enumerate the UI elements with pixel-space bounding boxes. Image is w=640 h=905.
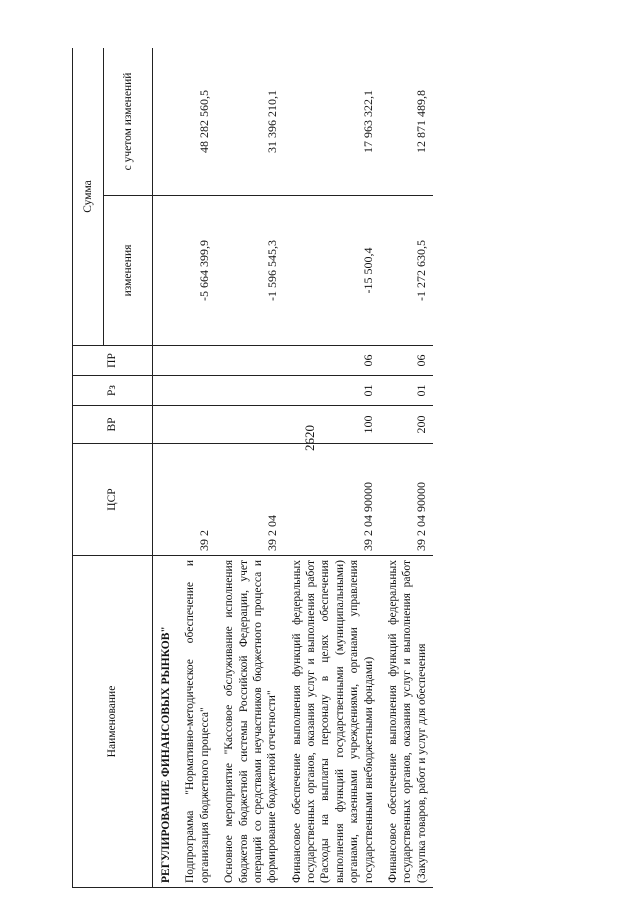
table-row: [177, 48, 216, 888]
row-rz: [177, 376, 216, 406]
header-vr: ВР: [73, 406, 153, 444]
row-csr: 39 2: [177, 444, 216, 556]
header-sum: Сумма: [73, 48, 104, 346]
row-change: -15 500,4: [284, 196, 380, 346]
header-row-1: [73, 48, 104, 888]
row-pr: [216, 346, 284, 376]
row-rz: 01: [380, 376, 433, 406]
table-row: [284, 48, 380, 888]
row-pr: [177, 346, 216, 376]
table-row: [216, 48, 284, 888]
row-total: 17 963 322,1: [284, 48, 380, 196]
rotated-table-viewport: [72, 48, 592, 888]
row-name: РЕГУЛИРОВАНИЕ ФИНАНСОВЫХ РЫНКОВ": [153, 556, 178, 888]
page-number: 2620: [302, 425, 317, 451]
row-rz: [153, 376, 178, 406]
header-change: изменения: [104, 196, 153, 346]
row-rz: [216, 376, 284, 406]
budget-table: [72, 48, 433, 888]
row-name: Основное мероприятие "Кассовое обслуживание исполнения бюджетов бюджетной системы Российской Федерации, учет операций со средствами неучастников бюджетного процесса и формирование бюджетной отчетности": [216, 556, 284, 888]
row-vr: [153, 406, 178, 444]
row-change: -5 664 399,9: [177, 196, 216, 346]
row-pr: [153, 346, 178, 376]
row-pr: 06: [284, 346, 380, 376]
header-csr: ЦСР: [73, 444, 153, 556]
row-total: 12 871 489,8: [380, 48, 433, 196]
row-name: Подпрограмма "Нормативно-методическое обеспечение и организация бюджетного процесса": [177, 556, 216, 888]
row-rz: 01: [284, 376, 380, 406]
row-change: -1 596 545,3: [216, 196, 284, 346]
row-name: Финансовое обеспечение выполнения функций федеральных государственных органов, оказания услуг и выполнения работ (Расходы на выплаты персоналу в целях обеспечения выполнения функций государственными (муниципальными) органами, казенными учреждениями, органами управления государственными внебюджетными фондами): [284, 556, 380, 888]
row-vr: 200: [380, 406, 433, 444]
row-name: Финансовое обеспечение выполнения функций федеральных государственных органов, оказания услуг и выполнения работ (Закупка товаров, работ и услуг для обеспечения: [380, 556, 433, 888]
row-vr: 100: [284, 406, 380, 444]
row-csr: 39 2 04 90000: [284, 444, 380, 556]
table-row: [380, 48, 433, 888]
row-csr: 39 2 04: [216, 444, 284, 556]
row-csr: [153, 444, 178, 556]
header-with-changes: с учетом изменений: [104, 48, 153, 196]
header-rz: Рз: [73, 376, 153, 406]
row-pr: 06: [380, 346, 433, 376]
row-vr: [177, 406, 216, 444]
header-name: Наименование: [73, 556, 153, 888]
row-csr: 39 2 04 90000: [380, 444, 433, 556]
row-change: -1 272 630,5: [380, 196, 433, 346]
header-pr: ПР: [73, 346, 153, 376]
row-total: 48 282 560,5: [177, 48, 216, 196]
row-vr: [216, 406, 284, 444]
row-change: [153, 196, 178, 346]
row-total: [153, 48, 178, 196]
row-total: 31 396 210,1: [216, 48, 284, 196]
table-row: [153, 48, 178, 888]
table-frame: [72, 48, 592, 888]
